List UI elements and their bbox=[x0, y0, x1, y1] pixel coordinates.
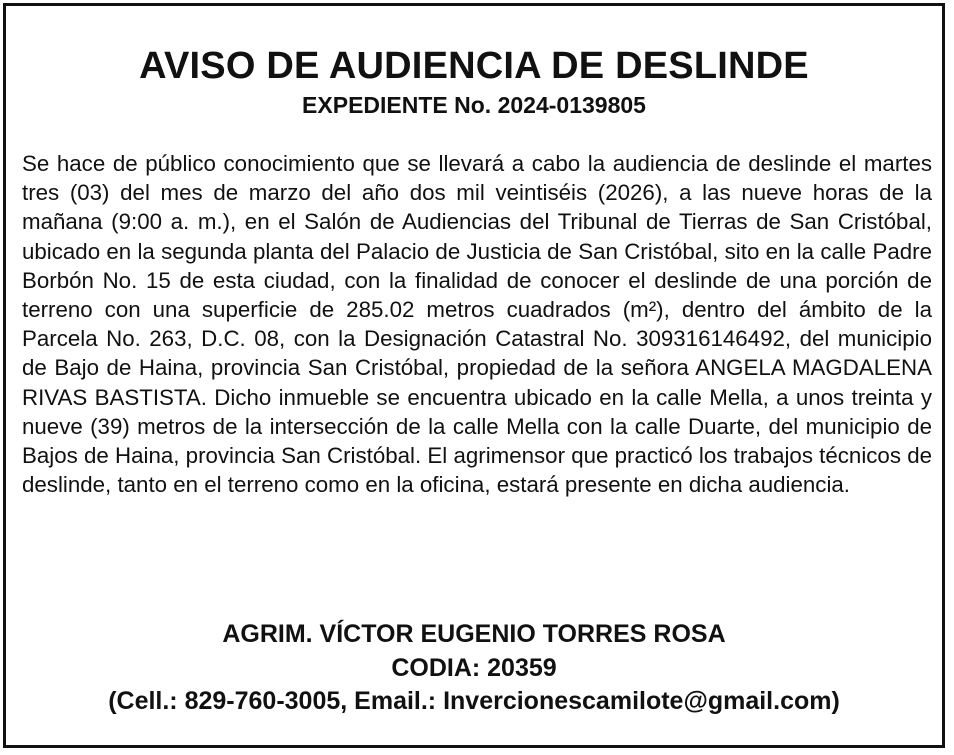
signatory-codia: CODIA: 20359 bbox=[391, 654, 557, 682]
file-number: EXPEDIENTE No. 2024-0139805 bbox=[302, 92, 646, 118]
notice-title: AVISO DE AUDIENCIA DE DESLINDE bbox=[139, 45, 809, 87]
notice-frame bbox=[3, 3, 945, 748]
signatory-contact: (Cell.: 829-760-3005, Email.: Invercionescamilote@gmail.com) bbox=[108, 687, 840, 715]
notice-body: Se hace de público conocimiento que se llevará a cabo la audiencia de deslinde el martes tres (03) del mes de marzo del año dos mil veintiséis (2026), a las nueve horas de la mañana (9:00 a. m.), en el Salón de Audiencias del Tribunal de Tierras de San Cristóbal, ubicado en la segunda planta del Palacio de Justicia de San Cristóbal, sito en la calle Padre Borbón No. 15 de esta ciudad, con la finalidad de conocer el deslinde de una porción de terreno con una superficie de 285.02 metros cuadrados (m²), dentro del ámbito de la Parcela No. 263, D.C. 08, con la Designación Catastral No. 309316146492, del municipio de Bajo de Haina, provincia San Cristóbal, propiedad de la señora ANGELA MAGDALENA RIVAS BASTISTA. Dicho inmueble se encuentra ubicado en la calle Mella, a unos treinta y nueve (39) metros de la intersección de la calle Mella con la calle Duarte, del municipio de Bajos de Haina, provincia San Cristóbal. El agrimensor que practicó los trabajos técnicos de deslinde, tanto en el terreno como en la oficina, estará presente en dicha audiencia. bbox=[22, 151, 932, 498]
signatory-name: AGRIM. VÍCTOR EUGENIO TORRES ROSA bbox=[222, 620, 726, 648]
